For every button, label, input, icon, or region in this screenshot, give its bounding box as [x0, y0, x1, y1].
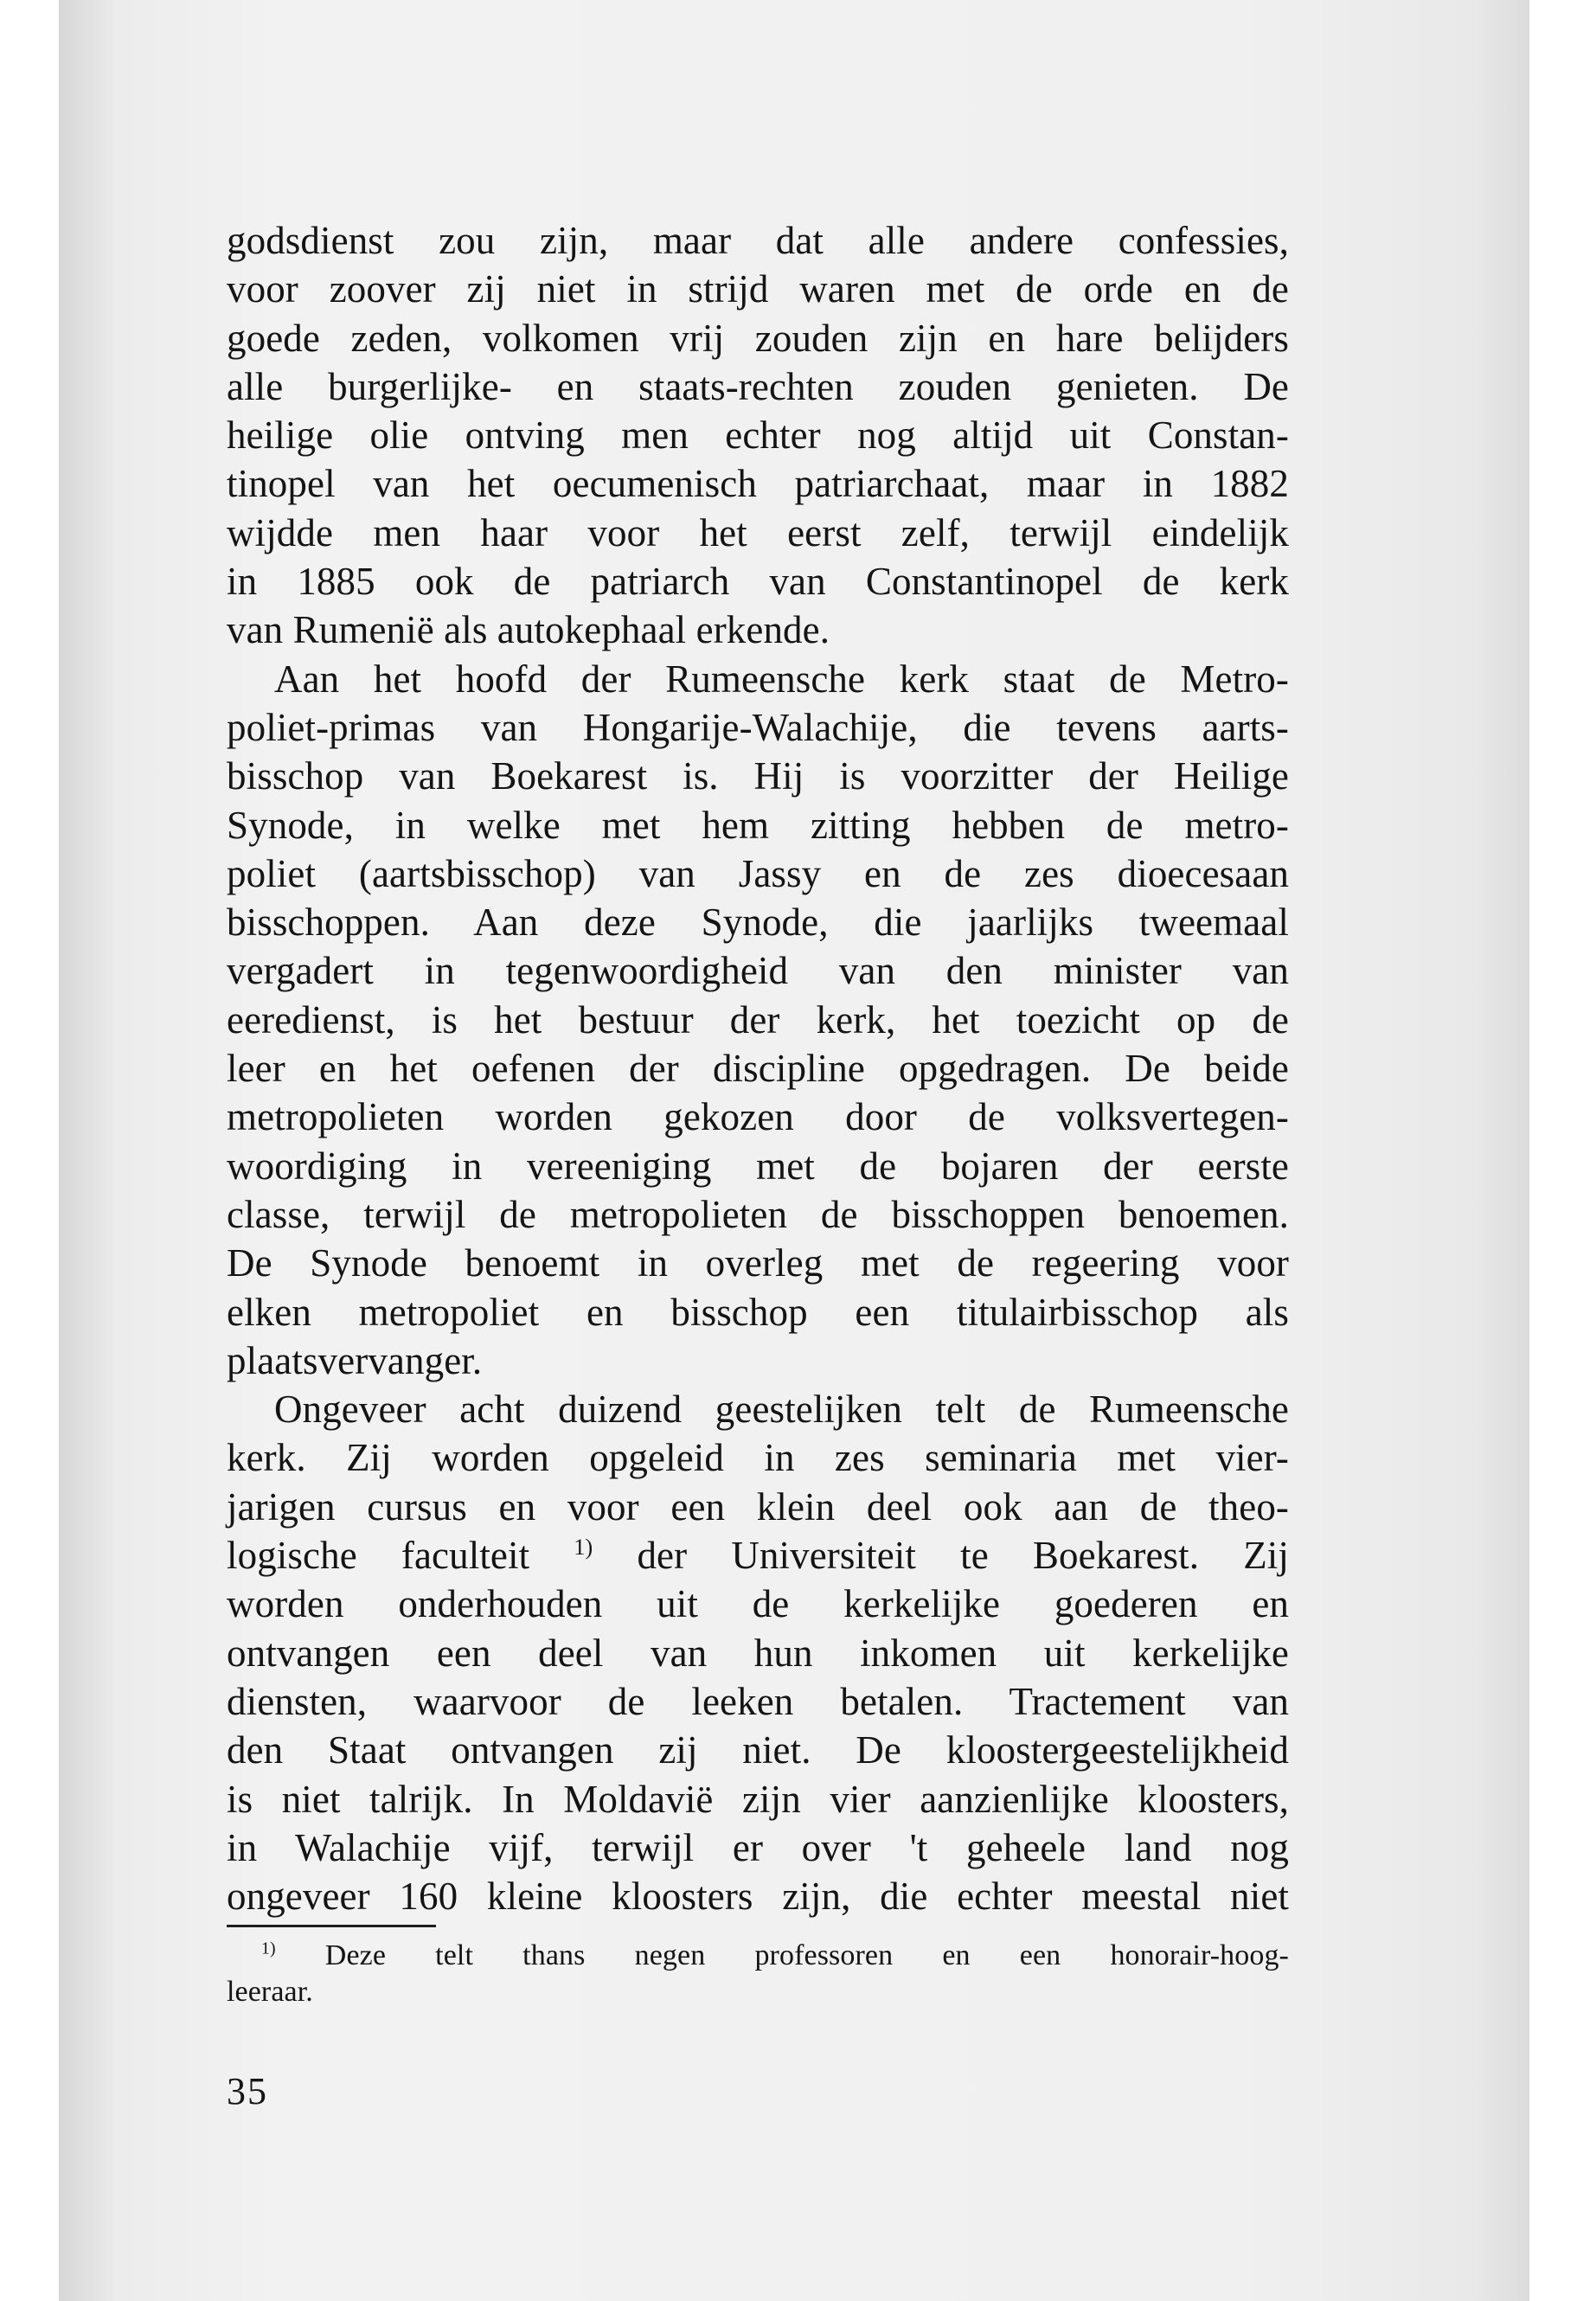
footnote-divider	[227, 1925, 436, 1927]
text-line: metropolieten worden gekozen door de volksvertegen-	[227, 1095, 1289, 1139]
text-line: kerk. Zij worden opgeleid in zes seminaria met vier-	[227, 1436, 1289, 1480]
footnote-text: Deze telt thans negen professoren en een honorair-hoog-	[324, 1939, 1289, 1971]
text-line: goede zeden, volkomen vrij zouden zijn en hare belijders	[227, 316, 1289, 360]
text-line: worden onderhouden uit de kerkelijke goederen en	[227, 1582, 1289, 1626]
body-text	[227, 216, 1289, 1920]
text-line: tinopel van het oecumenisch patriarchaat, maar in 1882	[227, 462, 1289, 506]
text-line: van Rumenië als autokephaal erkende.	[227, 608, 830, 652]
text-line: in 1885 ook de patriarch van Constantinopel de kerk	[227, 560, 1289, 604]
footnote-line: leeraar.	[227, 1976, 313, 2008]
text-line: leer en het oefenen der discipline opgedragen. De beide	[227, 1047, 1289, 1091]
text-line-with-footnote-ref	[227, 1531, 1289, 1580]
text-line: diensten, waarvoor de leeken betalen. Tractement van	[227, 1679, 1289, 1723]
text-line: plaatsvervanger.	[227, 1338, 483, 1382]
text-line: is niet talrijk. In Moldavië zijn vier aanzienlijke kloosters,	[227, 1777, 1289, 1821]
text-line: elken metropoliet en bisschop een titulairbisschop als	[227, 1290, 1289, 1334]
text-line: ontvangen een deel van hun inkomen uit kerkelijke	[227, 1631, 1289, 1675]
text-line: alle burgerlijke- en staats-rechten zouden genieten. De	[227, 364, 1289, 408]
footnote-line	[227, 1938, 1289, 1974]
text-line: woordiging in vereeniging met de bojaren der eerste	[227, 1144, 1289, 1188]
text-line: heilige olie ontving men echter nog altijd uit Constan-	[227, 413, 1289, 458]
text-line: bisschop van Boekarest is. Hij is voorzitter der Heilige	[227, 754, 1289, 798]
text-line: vergadert in tegenwoordigheid van den minister van	[227, 949, 1289, 993]
text-line: Aan het hoofd der Rumeensche kerk staat de Metro-	[274, 657, 1289, 701]
text-line: jarigen cursus en voor een klein deel ook aan de theo-	[227, 1484, 1289, 1529]
text-line: in Walachije vijf, terwijl er over 't geheele land nog	[227, 1825, 1289, 1869]
text-line: poliet (aartsbisschop) van Jassy en de zes dioecesaan	[227, 851, 1289, 895]
footnote-marker: 1)	[261, 1939, 276, 1958]
text-line: eeredienst, is het bestuur der kerk, het toezicht op de	[227, 997, 1289, 1042]
text-line: Synode, in welke met hem zitting hebben de metro-	[227, 803, 1289, 847]
text-line: ongeveer 160 kleine kloosters zijn, die echter meestal niet	[227, 1875, 1289, 1919]
text-line: bisschoppen. Aan deze Synode, die jaarlijks tweemaal	[227, 901, 1289, 945]
footnote	[227, 1938, 1289, 2010]
text-line: classe, terwijl de metropolieten de bisschoppen benoemen.	[227, 1192, 1289, 1236]
text-line: Ongeveer acht duizend geestelijken telt de Rumeensche	[274, 1388, 1289, 1432]
footnote-reference: 1)	[574, 1535, 593, 1561]
text-segment: der Universiteit te Boekarest. Zij	[637, 1534, 1290, 1578]
text-line: voor zoover zij niet in strijd waren met de orde en de	[227, 267, 1289, 311]
text-line: godsdienst zou zijn, maar dat alle andere confessies,	[227, 219, 1289, 262]
text-line: poliet-primas van Hongarije-Walachije, die tevens aarts-	[227, 705, 1289, 749]
text-line: De Synode benoemt in overleg met de regeering voor	[227, 1241, 1289, 1285]
text-line: wijdde men haar voor het eerst zelf, terwijl eindelijk	[227, 510, 1289, 554]
text-line: den Staat ontvangen zij niet. De kloostergeestelijkheid	[227, 1728, 1289, 1772]
page-number: 35	[227, 2070, 268, 2112]
text-segment: logische faculteit	[227, 1534, 530, 1578]
